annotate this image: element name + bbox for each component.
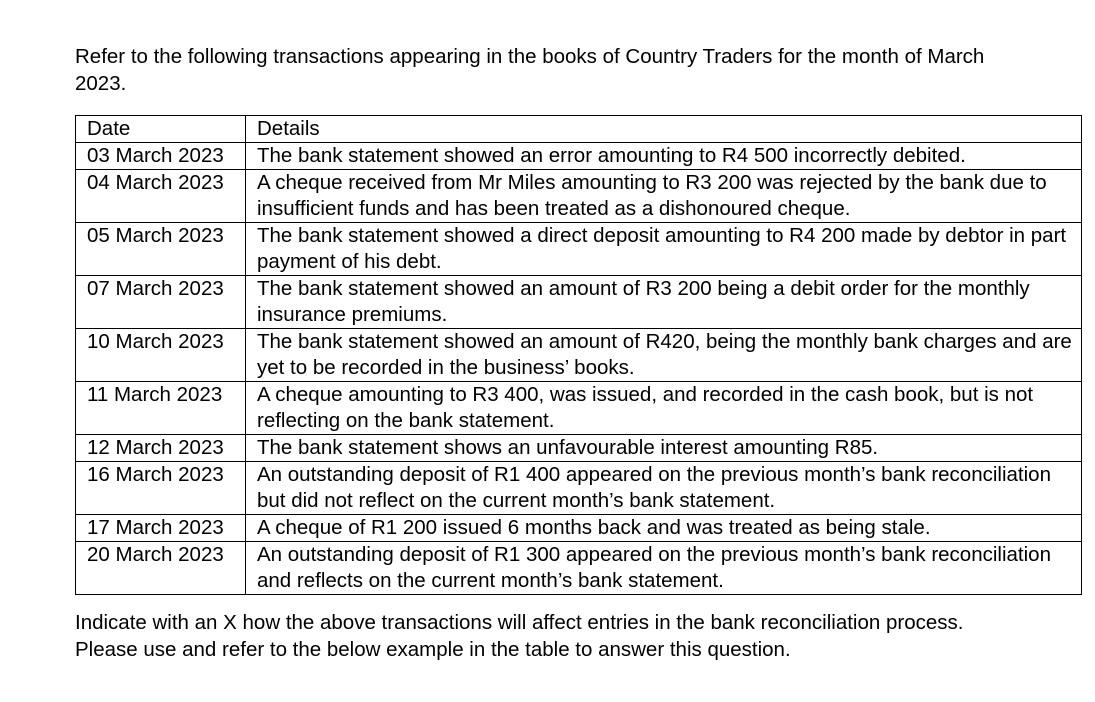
table-row [76,329,1082,382]
row-details: A cheque of R1 200 issued 6 months back and was treated as being stale. [246,515,1082,542]
instruction-paragraph: Indicate with an X how the above transactions will affect entries in the bank reconciliation process. Please use and refer to the below example in the table to answer this question. [75,611,964,661]
row-date: 10 March 2023 [76,329,246,382]
row-date: 16 March 2023 [76,462,246,515]
table-row [76,462,1082,515]
row-date: 03 March 2023 [76,143,246,170]
row-details: The bank statement showed a direct deposit amounting to R4 200 made by debtor in part payment of his debt. [246,223,1082,276]
table-row [76,542,1082,595]
table-row [76,143,1082,170]
row-date: 07 March 2023 [76,276,246,329]
table-header-row [76,116,1082,143]
intro-paragraph: Refer to the following transactions appearing in the books of Country Traders for the month of March 2023. [75,45,985,95]
header-details: Details [246,116,1082,143]
row-date: 17 March 2023 [76,515,246,542]
row-date: 20 March 2023 [76,542,246,595]
row-details: The bank statement showed an error amounting to R4 500 incorrectly debited. [246,143,1082,170]
row-details: The bank statement showed an amount of R420, being the monthly bank charges and are yet to be recorded in the business’ books. [246,329,1082,382]
header-date: Date [76,116,246,143]
table-row [76,435,1082,462]
row-date: 04 March 2023 [76,170,246,223]
row-date: 12 March 2023 [76,435,246,462]
table-row [76,276,1082,329]
table-row [76,382,1082,435]
table-row [76,170,1082,223]
row-details: An outstanding deposit of R1 300 appeared on the previous month’s bank reconciliation and reflects on the current month’s bank statement. [246,542,1082,595]
row-details: The bank statement shows an unfavourable interest amounting R85. [246,435,1082,462]
table-row [76,515,1082,542]
row-date: 11 March 2023 [76,382,246,435]
row-details: An outstanding deposit of R1 400 appeared on the previous month’s bank reconciliation but did not reflect on the current month’s bank statement. [246,462,1082,515]
row-details: A cheque received from Mr Miles amounting to R3 200 was rejected by the bank due to insufficient funds and has been treated as a dishonoured cheque. [246,170,1082,223]
transactions-table [75,115,1082,595]
table-row [76,223,1082,276]
row-details: The bank statement showed an amount of R3 200 being a debit order for the monthly insurance premiums. [246,276,1082,329]
row-date: 05 March 2023 [76,223,246,276]
row-details: A cheque amounting to R3 400, was issued, and recorded in the cash book, but is not reflecting on the bank statement. [246,382,1082,435]
